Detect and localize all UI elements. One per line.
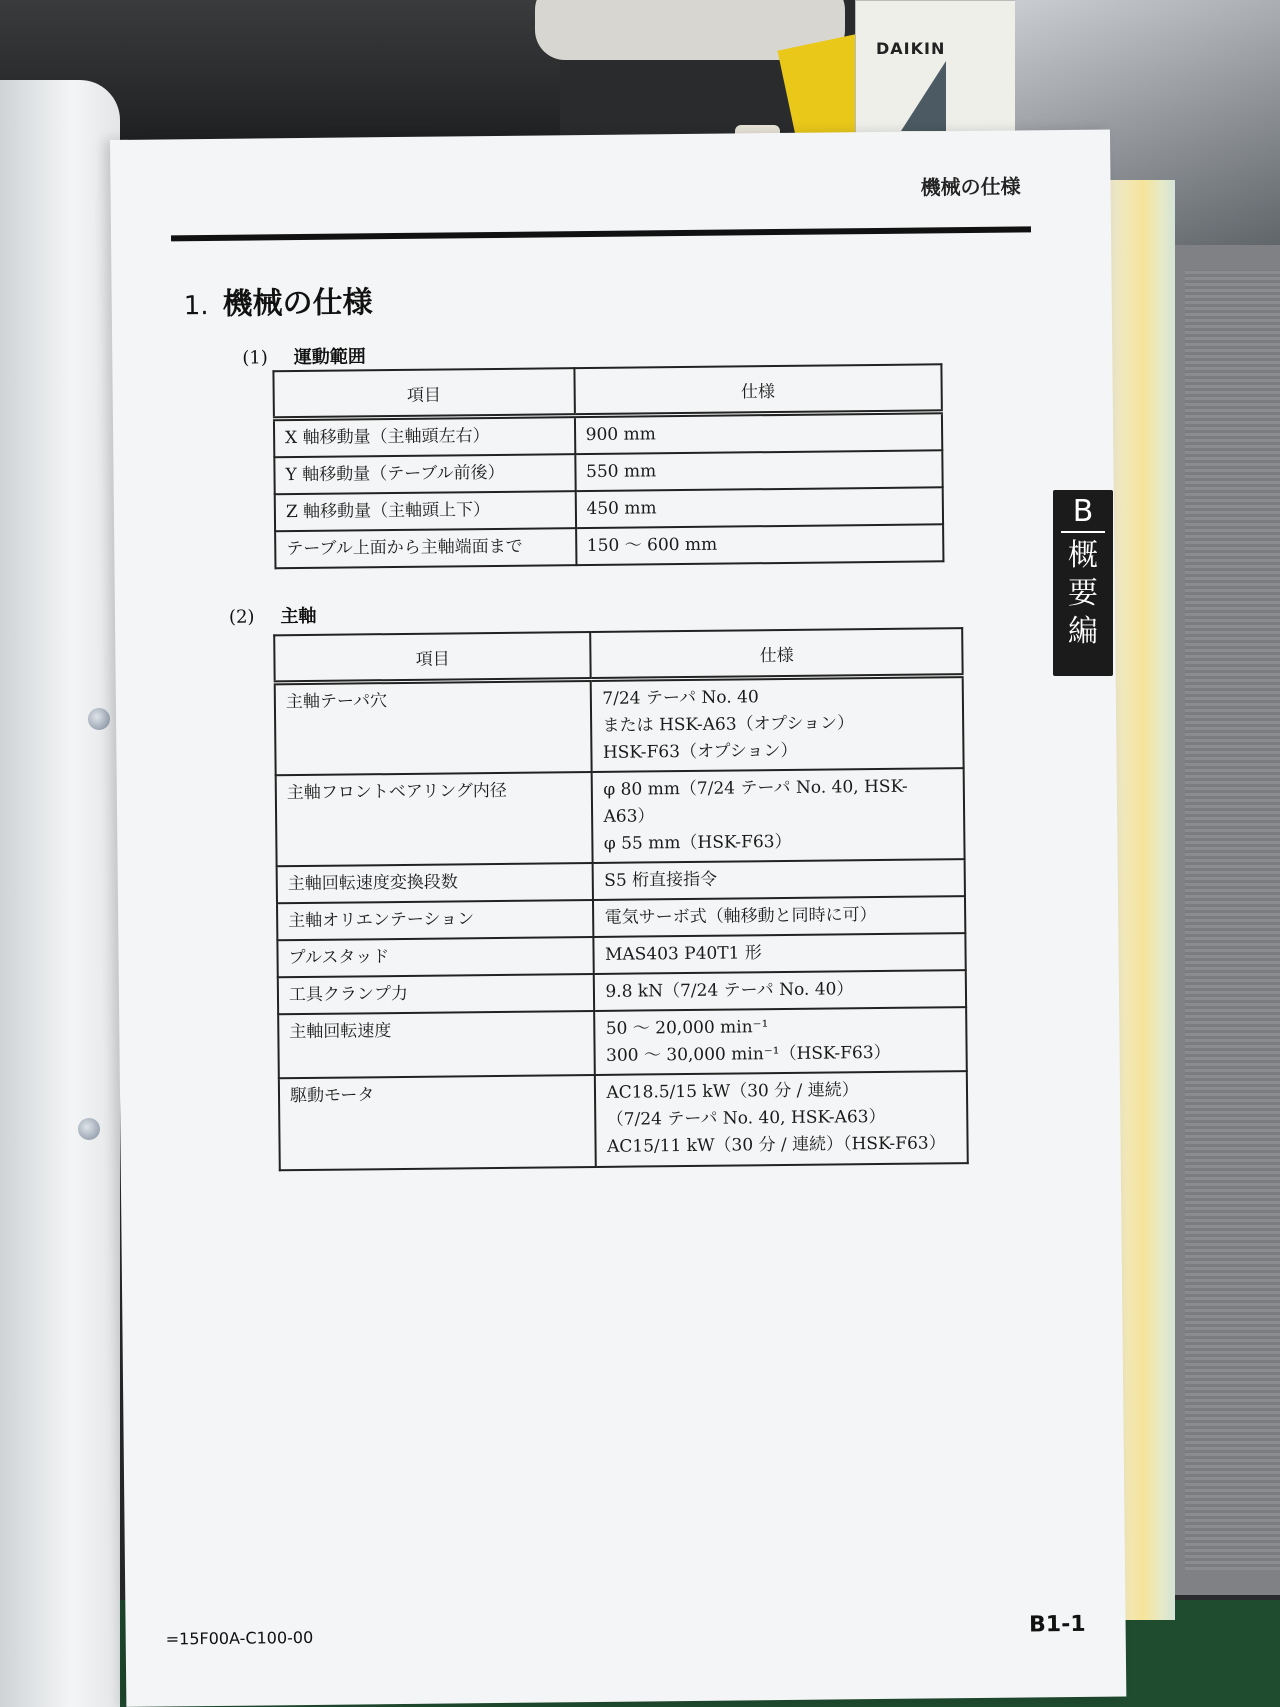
table-row [275,524,943,568]
item-cell: 主軸回転速度変換段数 [277,863,594,903]
item-cell: Y 軸移動量（テーブル前後） [274,454,575,494]
spec-cell: 9.8 kN（7/24 テーパ No. 40） [594,970,966,1011]
table-row [275,676,964,776]
binder-ring [78,1118,100,1140]
item-cell: 主軸テーパ穴 [275,679,592,775]
chapter-tab[interactable] [1053,490,1113,676]
subsection-title: 運動範囲 [293,346,366,369]
table-header-row [273,364,941,418]
chapter-tab-label: 概要編 [1068,538,1098,649]
daikin-box [855,0,1017,152]
motion-range-table [272,363,944,569]
item-cell: 主軸フロントベアリング内径 [276,772,593,866]
column-header: 仕様 [574,364,942,415]
spec-cell: 7/24 テーパ No. 40 または HSK-A63（オプション） HSK-F63（オプション） [591,676,963,772]
header-rule [171,226,1031,241]
table-row [278,1007,967,1078]
item-cell: プルスタッド [277,937,594,977]
show-through-table [272,1230,1034,1478]
spec-cell: 50 ～ 20,000 min⁻¹ 300 ～ 30,000 min⁻¹（HSK-F63） [595,1007,967,1075]
spec-cell: 150 ～ 600 mm [576,524,944,565]
section-number: 1. [183,290,209,322]
subsection-number: (2) [228,606,255,628]
page-number: B1-1 [1028,1611,1086,1638]
section-title: 機械の仕様 [222,285,373,322]
binder-ring [88,708,110,730]
column-header: 項目 [274,632,591,683]
table-row [276,768,965,866]
subsection-number: (1) [242,347,268,369]
right-board [1185,270,1280,1570]
subsection-title: 主軸 [280,605,317,628]
chapter-tab-letter: B [1061,494,1105,533]
left-page-edge [0,80,120,1707]
spec-cell: 450 mm [575,487,943,528]
item-cell: 駆動モータ [279,1075,596,1170]
column-header: 仕様 [591,628,963,679]
manual-page [110,130,1126,1707]
spec-cell: φ 80 mm（7/24 テーパ No. 40, HSK-A63） φ 55 mm（HSK-F63） [592,768,964,863]
item-cell: 主軸回転速度 [278,1011,595,1078]
table-row [279,1071,968,1170]
document-code: =15F00A-C100-00 [165,1627,314,1649]
item-cell: 工具クランプ力 [278,974,595,1014]
column-header: 項目 [273,368,574,419]
item-cell: Z 軸移動量（主軸頭上下） [275,491,576,531]
spec-cell: AC18.5/15 kW（30 分 / 連続） （7/24 テーパ No. 40, HSK-A63） AC15/11 kW（30 分 / 連続）（HSK-F63） [595,1071,967,1167]
spec-cell: MAS403 P40T1 形 [594,933,966,974]
daikin-logo-mark [901,61,946,131]
item-cell: テーブル上面から主軸端面まで [275,528,576,568]
section-heading [183,277,372,323]
item-cell: X 軸移動量（主軸頭左右） [274,416,575,458]
spec-cell: S5 桁直接指令 [593,859,965,900]
spec-cell: 550 mm [575,450,943,491]
daikin-logo: DAIKIN [876,39,946,58]
subsection-heading [229,602,317,629]
spec-cell: 電気サーボ式（軸移動と同時に可） [593,896,965,937]
spec-cell: 900 mm [575,412,943,454]
item-cell: 主軸オリエンテーション [277,900,594,940]
subsection-heading [242,342,366,369]
spindle-table [273,627,969,1171]
table-header-row [274,628,962,683]
running-header: 機械の仕様 [920,174,1021,200]
